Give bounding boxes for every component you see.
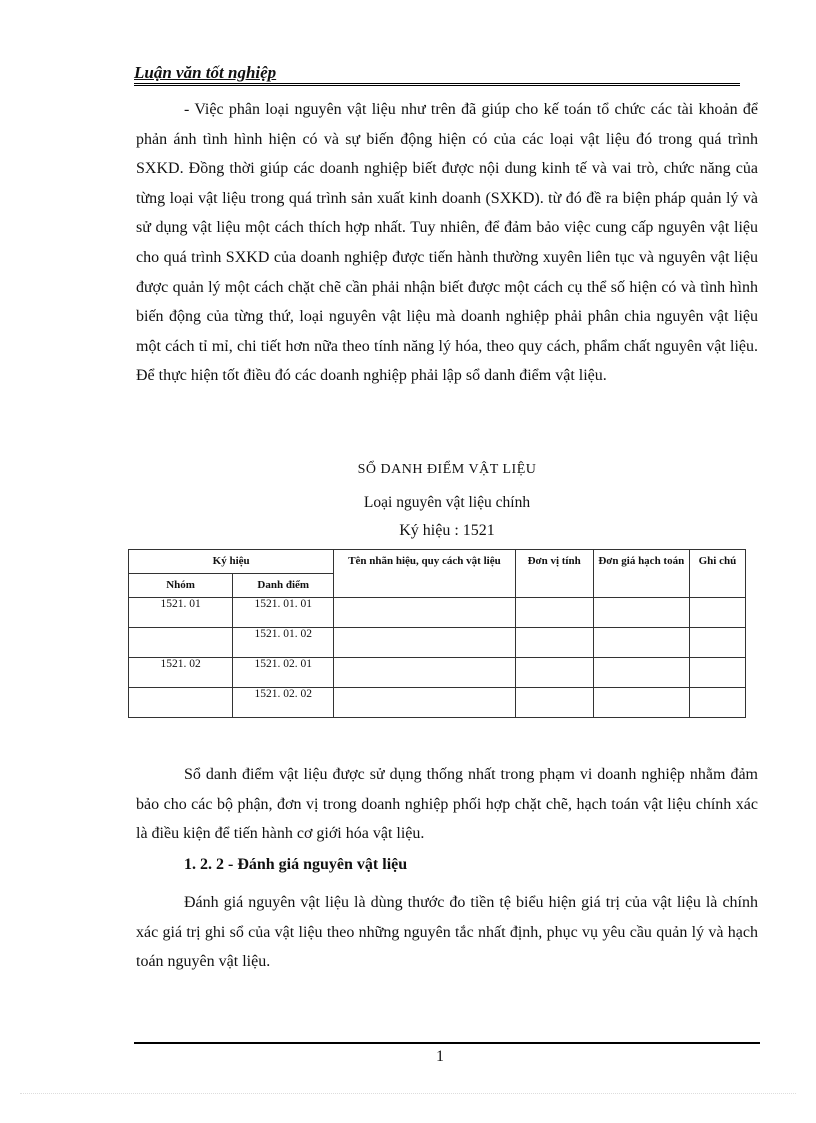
page-bottom-border	[20, 1093, 796, 1094]
cell-unit	[515, 628, 593, 658]
page-number: 1	[436, 1048, 444, 1065]
cell-unit	[515, 598, 593, 628]
cell-price	[593, 628, 689, 658]
cell-note	[689, 598, 745, 628]
table-title: SỔ DANH ĐIỂM VẬT LIỆU	[357, 462, 537, 477]
header-code: Danh điểm	[233, 574, 334, 598]
header-group: Nhóm	[129, 574, 233, 598]
cell-group: 1521. 01	[129, 598, 233, 628]
page-header	[134, 62, 740, 84]
cell-group	[129, 688, 233, 718]
paragraph-text: Đánh giá nguyên vật liệu là dùng thước đo tiền tệ biểu hiện giá trị của vật liệu là chính xác giá trị ghi sổ của vật liệu theo những nguyên tắc nhất định, phục vụ yêu cầu quản lý và hạch toán nguyên vật liệu.	[136, 894, 758, 971]
cell-group: 1521. 02	[129, 658, 233, 688]
paragraph-text: Sổ danh điểm vật liệu được sử dụng thống nhất trong phạm vi doanh nghiệp nhằm đảm bảo cho các bộ phận, đơn vị trong doanh nghiệp phối hợp chặt chẽ, hạch toán vật liệu chính xác là điều kiện để tiến hành cơ giới hóa vật liệu.	[136, 766, 758, 843]
table-row	[129, 628, 746, 658]
cell-code: 1521. 02. 02	[233, 688, 334, 718]
header-price: Đơn giá hạch toán	[593, 550, 689, 598]
header-rule	[134, 83, 740, 86]
paragraph-text: - Việc phân loại nguyên vật liệu như trên đã giúp cho kế toán tổ chức các tài khoản để phản ánh tình hình hiện có và sự biến động hiện có của các loại vật liệu đó trong quá trình SXKD. Đồng thời giúp các doanh nghiệp biết được nội dung kinh tế và vai trò, chức năng của từng loại vật liệu trong quá trình sản xuất kinh doanh (SXKD). từ đó đề ra biện pháp quản lý và sử dụng vật liệu một cách thích hợp nhất. Tuy nhiên, để đảm bảo việc cung cấp nguyên vật liệu cho quá trình SXKD của doanh nghiệp được tiến hành thường xuyên liên tục và nguyên vật liệu được quản lý một cách chặt chẽ cần phải nhận biết được một cách cụ thể số hiện có và tình hình biến động của từng thứ, loại nguyên vật liệu mà doanh nghiệp phải phân chia nguyên vật liệu một cách tỉ mỉ, chi tiết hơn nữa theo tính năng lý hóa, theo quy cách, phẩm chất nguyên vật liệu. Để thực hiện tốt điều đó các doanh nghiệp phải lập sổ danh điểm vật liệu.	[136, 101, 758, 385]
table-row	[129, 688, 746, 718]
cell-price	[593, 658, 689, 688]
header-note: Ghi chú	[689, 550, 745, 598]
table-subtitle: Loại nguyên vật liệu chính	[363, 494, 531, 511]
cell-name	[334, 598, 515, 628]
cell-name	[334, 658, 515, 688]
material-ledger-table	[128, 549, 746, 718]
header-symbol-group: Ký hiệu	[129, 550, 334, 574]
section-heading: 1. 2. 2 - Đánh giá nguyên vật liệu	[184, 856, 408, 873]
cell-price	[593, 688, 689, 718]
header-name: Tên nhãn hiệu, quy cách vật liệu	[334, 550, 515, 598]
paragraph-valuation	[136, 888, 758, 977]
paragraph-ledger-usage	[136, 760, 758, 849]
cell-price	[593, 598, 689, 628]
table-symbol: Ký hiệu : 1521	[399, 522, 495, 539]
cell-note	[689, 688, 745, 718]
table-header-row	[129, 550, 746, 574]
header-unit: Đơn vị tính	[515, 550, 593, 598]
paragraph-classification	[136, 95, 758, 391]
cell-code: 1521. 01. 01	[233, 598, 334, 628]
cell-unit	[515, 688, 593, 718]
cell-note	[689, 658, 745, 688]
table-row	[129, 658, 746, 688]
cell-unit	[515, 658, 593, 688]
cell-name	[334, 628, 515, 658]
cell-note	[689, 628, 745, 658]
footer-rule	[134, 1042, 760, 1044]
table-row	[129, 598, 746, 628]
cell-name	[334, 688, 515, 718]
cell-group	[129, 628, 233, 658]
cell-code: 1521. 02. 01	[233, 658, 334, 688]
cell-code: 1521. 01. 02	[233, 628, 334, 658]
header-title: Luận văn tốt nghiệp	[134, 63, 277, 82]
